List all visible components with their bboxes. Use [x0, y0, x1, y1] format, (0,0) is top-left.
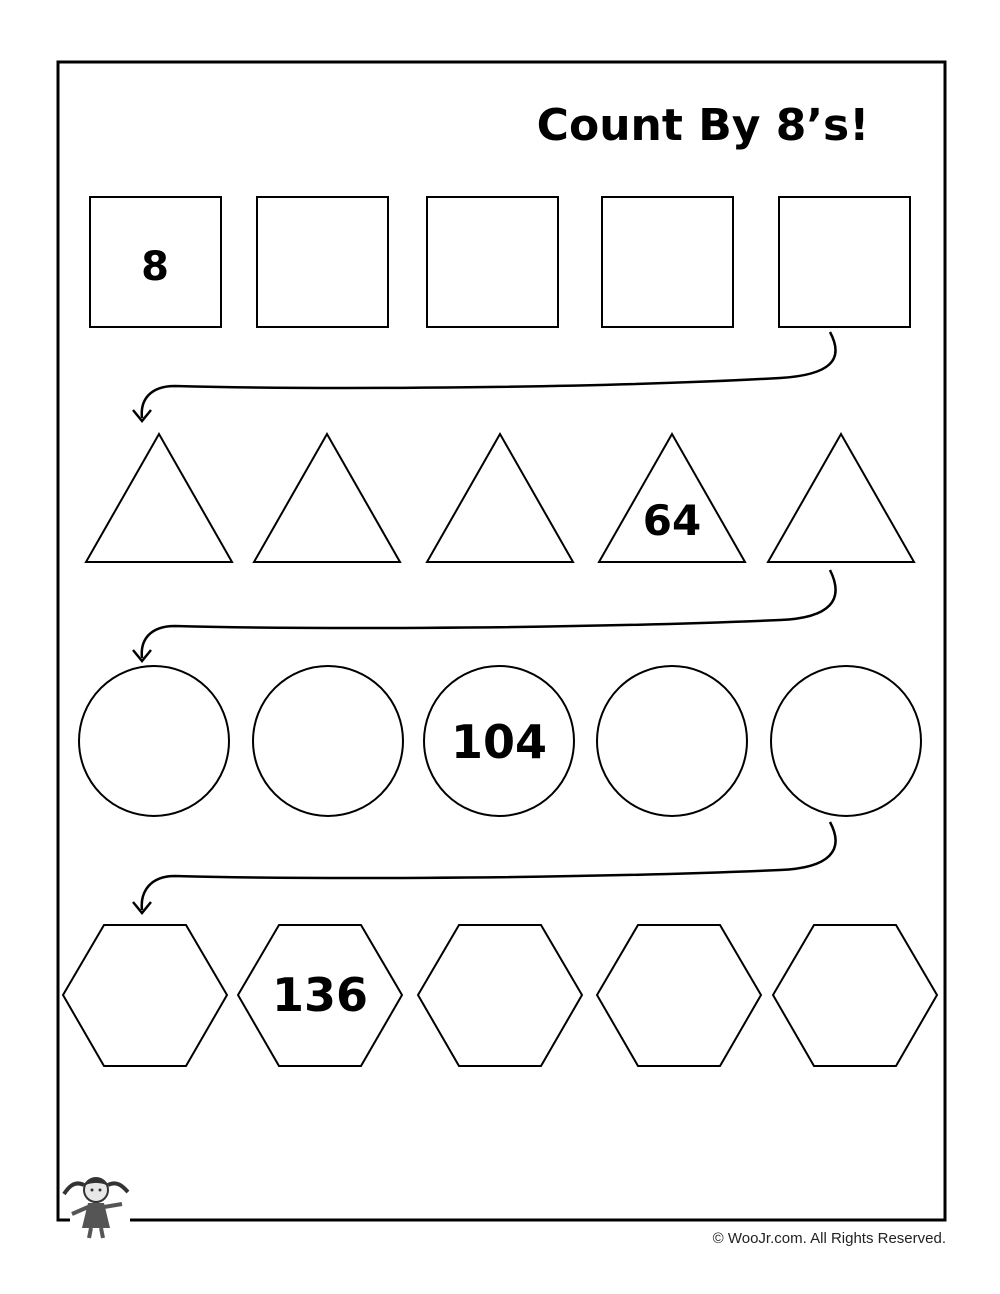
triangle-cell-5 — [768, 434, 914, 562]
square-cell-3 — [427, 197, 558, 327]
hexagon-cell-3 — [418, 925, 582, 1066]
triangle-cell-2 — [254, 434, 400, 562]
hexagon-cell-1 — [63, 925, 227, 1066]
connector-arrow-3 — [133, 822, 836, 913]
row-hexagons — [63, 925, 937, 1066]
cell-number: 64 — [642, 496, 702, 545]
circle-cell-1 — [79, 666, 229, 816]
square-cell-5 — [779, 197, 910, 327]
row-squares — [90, 197, 910, 327]
square-cell-4 — [602, 197, 733, 327]
square-cell-2 — [257, 197, 388, 327]
cell-number: 8 — [141, 244, 169, 290]
triangle-cell-3 — [427, 434, 573, 562]
cell-number: 104 — [450, 715, 548, 769]
circle-cell-3 — [424, 666, 574, 816]
circle-cell-2 — [253, 666, 403, 816]
triangle-cell-1 — [86, 434, 232, 562]
row-circles — [79, 666, 921, 816]
page-border — [58, 62, 945, 1220]
square-cell-1 — [90, 197, 221, 327]
copyright-footer: © WooJr.com. All Rights Reserved. — [712, 1230, 946, 1247]
girl-mascot-icon — [64, 1178, 130, 1238]
connector-arrow-2 — [133, 570, 836, 661]
connector-arrow-1 — [133, 332, 836, 421]
hexagon-cell-4 — [597, 925, 761, 1066]
hexagon-cell-5 — [773, 925, 937, 1066]
worksheet-title: Count By 8’s! — [536, 100, 870, 151]
row-triangles — [86, 434, 914, 562]
triangle-cell-4 — [599, 434, 745, 562]
cell-number: 136 — [271, 968, 369, 1022]
hexagon-cell-2 — [238, 925, 402, 1066]
circle-cell-4 — [597, 666, 747, 816]
circle-cell-5 — [771, 666, 921, 816]
